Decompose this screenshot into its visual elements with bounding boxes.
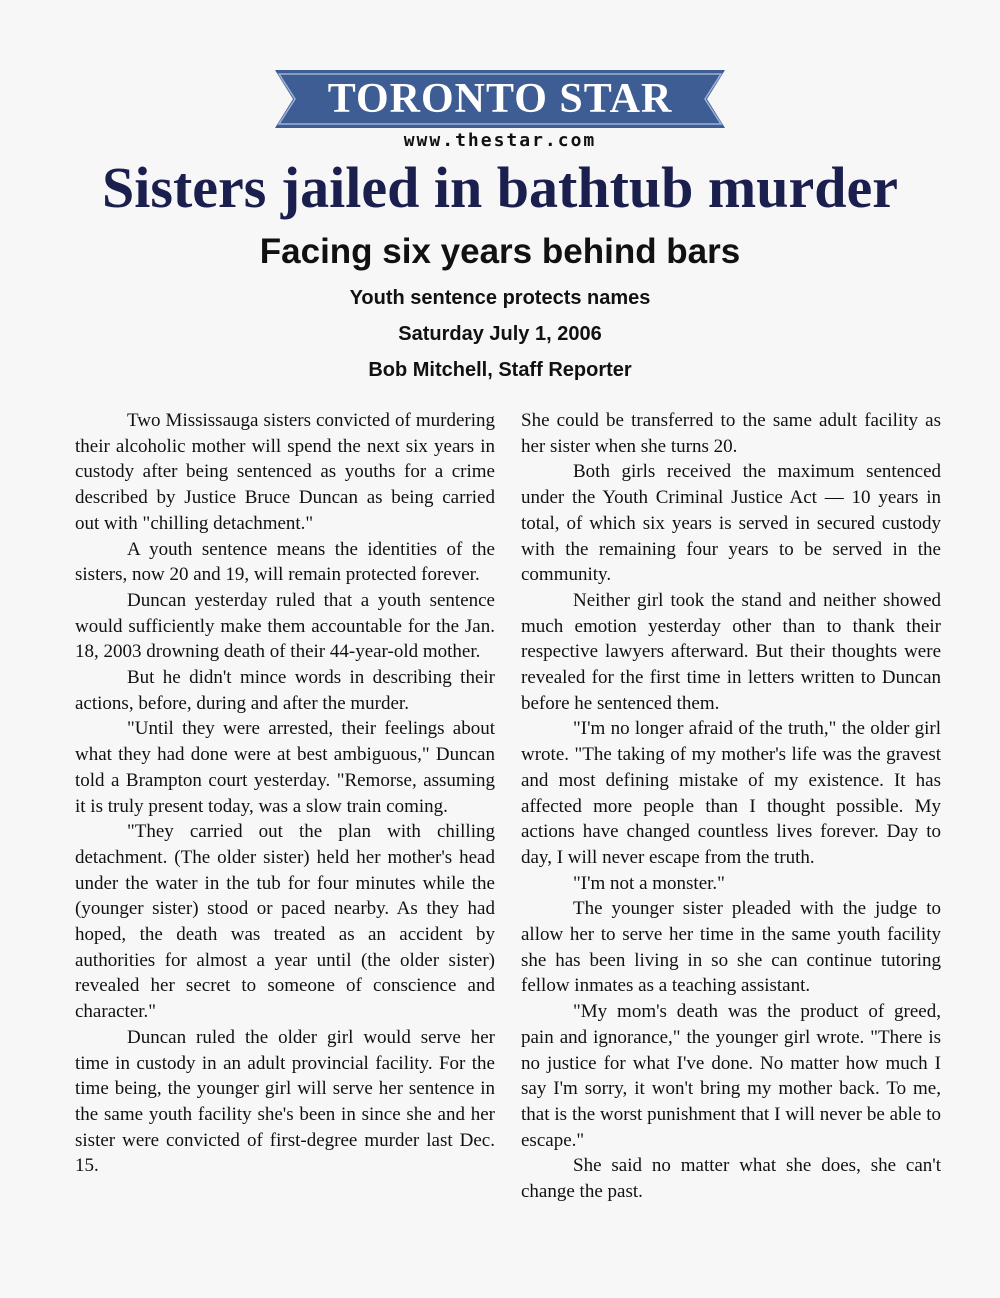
paragraph: Neither girl took the stand and neither showed much emotion yesterday other than to thank their respective lawyers afterward. But their thoughts were revealed for the first time in letters written to Duncan before he sentenced them. (521, 589, 941, 714)
masthead-url: www.thestar.com (403, 130, 597, 151)
masthead-logo (275, 70, 725, 128)
paragraph: "I'm no longer afraid of the truth," the older girl wrote. "The taking of my mother's life was the gravest and most defining mistake of my existence. It has affected more people than I thought possible. My actions have changed countless lives forever. Day to day, I will never escape from the truth. (521, 718, 941, 868)
paragraph: "I'm not a monster." (573, 872, 725, 894)
paragraph: The younger sister pleaded with the judge to allow her to serve her time in the same youth facility she has been living in so she can continue tutoring fellow inmates as a teaching assistant. (521, 898, 941, 997)
paragraph: But he didn't mince words in describing their actions, before, during and after the murder. (75, 667, 495, 714)
paragraph: She said no matter what she does, she can't change the past. (521, 1155, 941, 1203)
paragraph-continuation: She could be transferred to the same adult facility as her sister when she turns 20. (521, 410, 941, 457)
paragraph: Both girls received the maximum sentenced under the Youth Criminal Justice Act — 10 years in total, of which six years is served in secured custody with the remaining four years to be served in the community. (521, 461, 941, 586)
paragraph: Duncan ruled the older girl would serve her time in custody in an adult provincial facility. For the time being, the younger girl will serve her sentence in the same youth facility she's been in since she and her sister were convicted of first-degree murder last Dec. 15. (75, 1026, 495, 1177)
article-column-left (75, 408, 495, 1179)
paragraph: "My mom's death was the product of greed, pain and ignorance," the younger girl wrote. "There is no justice for what I've done. No matter how much I say I'm sorry, it won't bring my mother back. To me, that is the worst punishment that I will never be able to escape." (521, 1001, 941, 1151)
headline: Sisters jailed in bathtub murder (102, 155, 898, 220)
paragraph: Duncan yesterday ruled that a youth sentence would sufficiently make them accountable for the Jan. 18, 2003 drowning death of their 44-year-old mother. (75, 589, 495, 663)
byline: Bob Mitchell, Staff Reporter (368, 359, 632, 381)
masthead (0, 70, 1000, 128)
article-column-right (521, 408, 941, 1205)
masthead-title: TORONTO STAR (327, 76, 673, 122)
subheadline: Facing six years behind bars (259, 232, 741, 271)
paragraph: A youth sentence means the identities of the sisters, now 20 and 19, will remain protected forever. (75, 538, 495, 586)
dateline: Saturday July 1, 2006 (398, 323, 602, 345)
paragraph: Two Mississauga sisters convicted of murdering their alcoholic mother will spend the next six years in custody after being sentenced as youths for a crime described by Justice Bruce Duncan as being carried out with "chilling detachment." (75, 410, 495, 534)
paragraph: "They carried out the plan with chilling detachment. (The older sister) held her mother's head under the water in the tub for four minutes while the (younger sister) stood or paced nearby. As they had hoped, the death was treated as an accident by authorities for almost a year until (the older sister) revealed her secret to someone of conscience and character." (75, 821, 495, 1023)
paragraph: "Until they were arrested, their feelings about what they had done were at best ambiguous," Duncan told a Brampton court yesterday. "Remorse, assuming it is truly present today, was a slow train coming. (75, 718, 495, 817)
deck: Youth sentence protects names (349, 287, 651, 309)
